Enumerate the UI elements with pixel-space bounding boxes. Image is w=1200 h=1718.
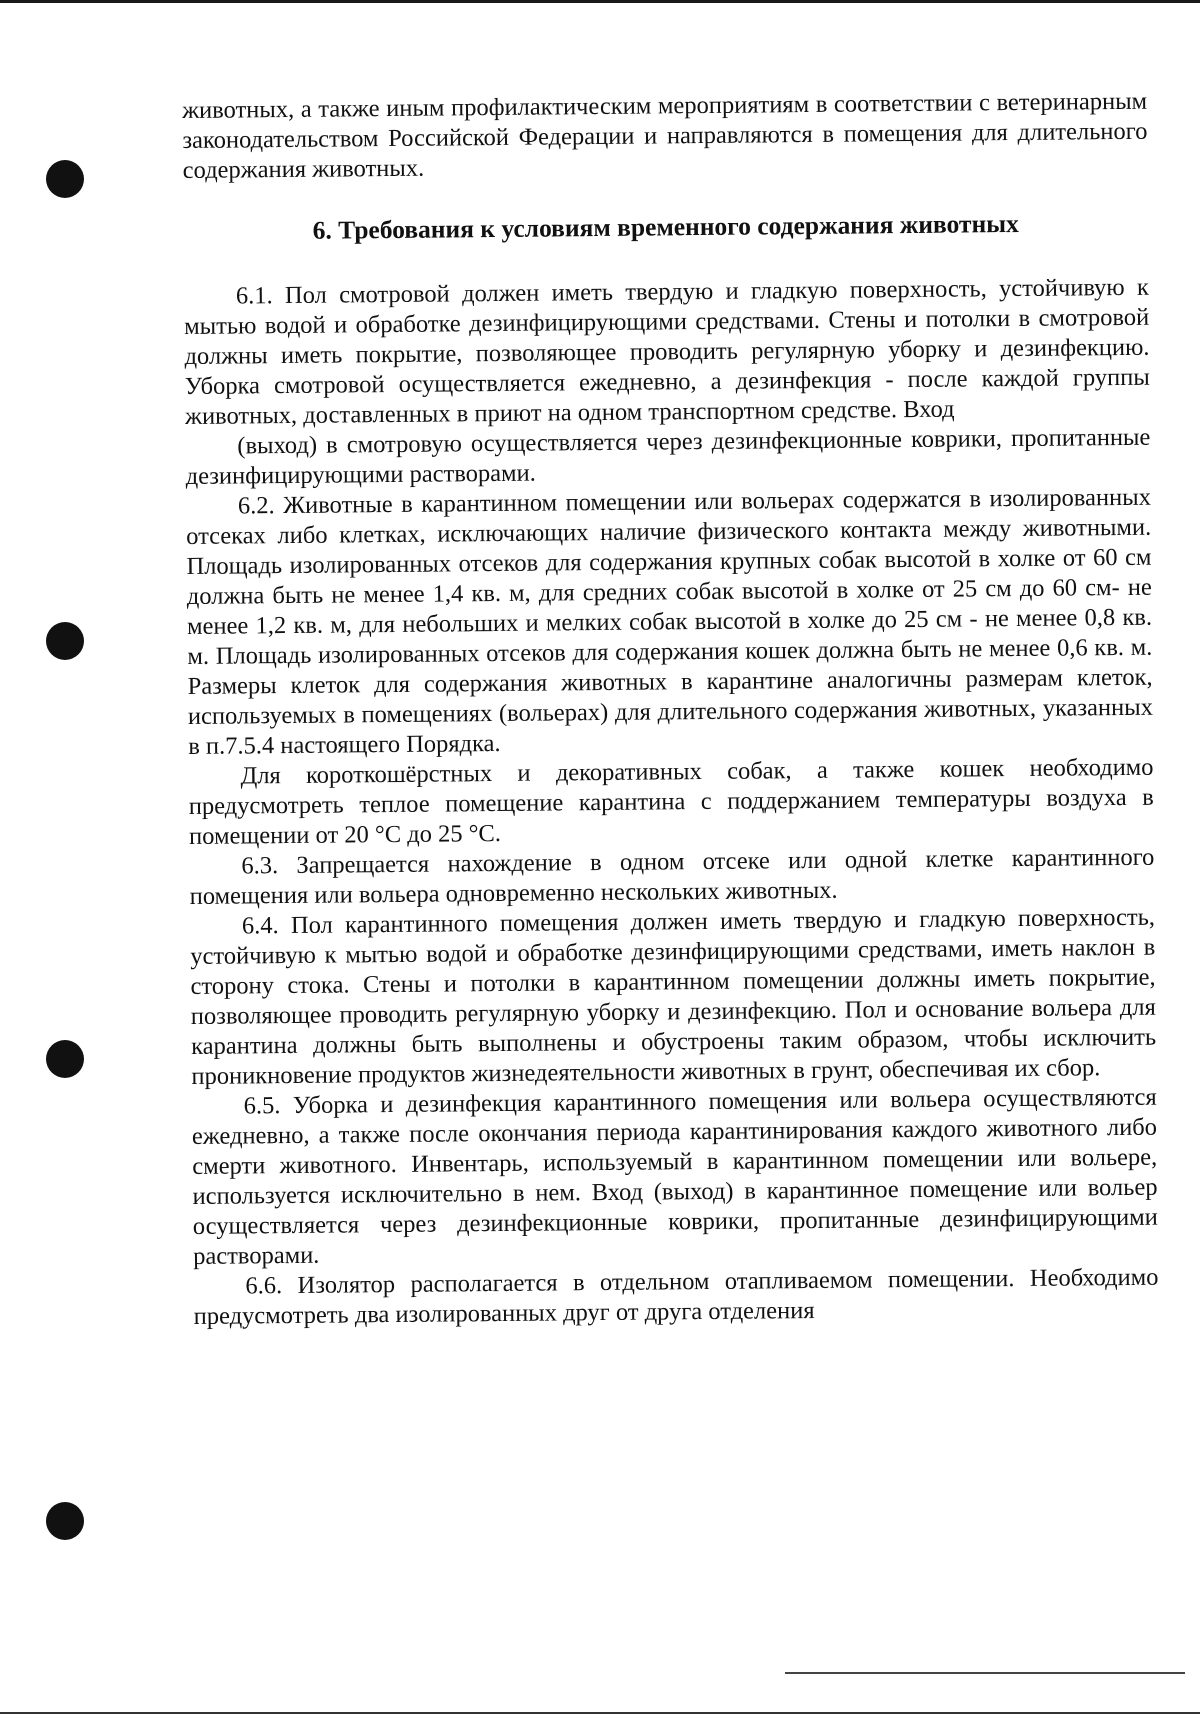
scan-edge-top — [0, 0, 1200, 3]
punch-hole — [46, 160, 84, 198]
paragraph-6-6: 6.6. Изолятор располагается в отдельном отапливаемом помещении. Необходимо предусмотреть два изолированных друг от друга отделения — [193, 1263, 1159, 1330]
paragraph-6-4: 6.4. Пол карантинного помещения должен иметь твердую и гладкую поверхность, устойчивую к мытью водой и обработке дезинфицирующими средствами, иметь наклон в сторону стока. Стены и потолки в карантинном помещении должны иметь покрытие, позволяющее проводить регулярную уборку и дезинфекцию. Пол и основание вольера для карантина должны быть выполнены и обустроены таким образом, чтобы исключить проникновение продуктов жизнедеятельности животных в грунт, обеспечивая их сбор. — [190, 903, 1157, 1090]
paragraph-6-2-note: Для короткошёрстных и декоративных собак, а также кошек необходимо предусмотреть теплое помещение карантина с поддержанием температуры воздуха в помещении от 20 °С до 25 °С. — [188, 753, 1154, 850]
punch-hole — [46, 1040, 84, 1078]
paragraph-6-2: 6.2. Животные в карантинном помещении или вольерах содержатся в изолированных отсеках либо клетках, исключающих наличие физического контакта между животными. Площадь изолированных отсеков для содержания крупных собак высотой в холке от 60 см должна быть не менее 1,4 кв. м, для средних собак высотой в холке от 25 см до 60 см- не менее 1,2 кв. м, для небольших и мелких собак высотой в холке до 25 см - не менее 0,8 кв. м. Площадь изолированных отсеков для содержания кошек должна быть не менее 0,6 кв. м. Размеры клеток для содержания животных в карантине аналогичны размерам клеток, используемых в помещениях (вольерах) для длительного содержания животных, указанных в п.7.5.4 настоящего Порядка. — [186, 483, 1154, 760]
document-body — [182, 87, 1159, 1332]
paragraph-6-3: 6.3. Запрещается нахождение в одном отсеке или одной клетке карантинного помещения или вольера одновременно нескольких животных. — [189, 843, 1155, 910]
punch-hole — [46, 622, 84, 660]
paragraph-6-5: 6.5. Уборка и дезинфекция карантинного помещения или вольера осуществляются ежедневно, а также после окончания периода карантинирования каждого животного либо смерти животного. Инвентарь, используемый в карантинном помещении или вольере, используется исключительно в нем. Вход (выход) в карантинное помещение или вольер осуществляется через дезинфекционные коврики, пропитанные дезинфицирующими растворами. — [191, 1083, 1158, 1270]
paragraph-6-1-continued: (выход) в смотровую осуществляется через дезинфекционные коврики, пропитанные дезинфицирующими растворами. — [185, 423, 1151, 490]
scan-edge-mark — [785, 1672, 1185, 1674]
section-title: 6. Требования к условиям временного содержания животных — [312, 208, 1019, 245]
punch-hole — [46, 1502, 84, 1540]
intro-paragraph: животных, а также иным профилактическим мероприятиям в соответствии с ветеринарным законодательством Российской Федерации и направляются в помещения для длительного содержания животных. — [182, 87, 1148, 184]
paragraph-6-1: 6.1. Пол смотровой должен иметь твердую и гладкую поверхность, устойчивую к мытью водой и обработке дезинфицирующими средствами. Стены и потолки в смотровой должны иметь покрытие, позволяющее проводить регулярную уборку и дезинфекцию. Уборка смотровой осуществляется ежедневно, а дезинфекция - после каждой группы животных, доставленных в приют на одном транспортном средстве. Вход — [184, 273, 1150, 430]
scan-edge-bottom — [0, 1712, 1200, 1714]
